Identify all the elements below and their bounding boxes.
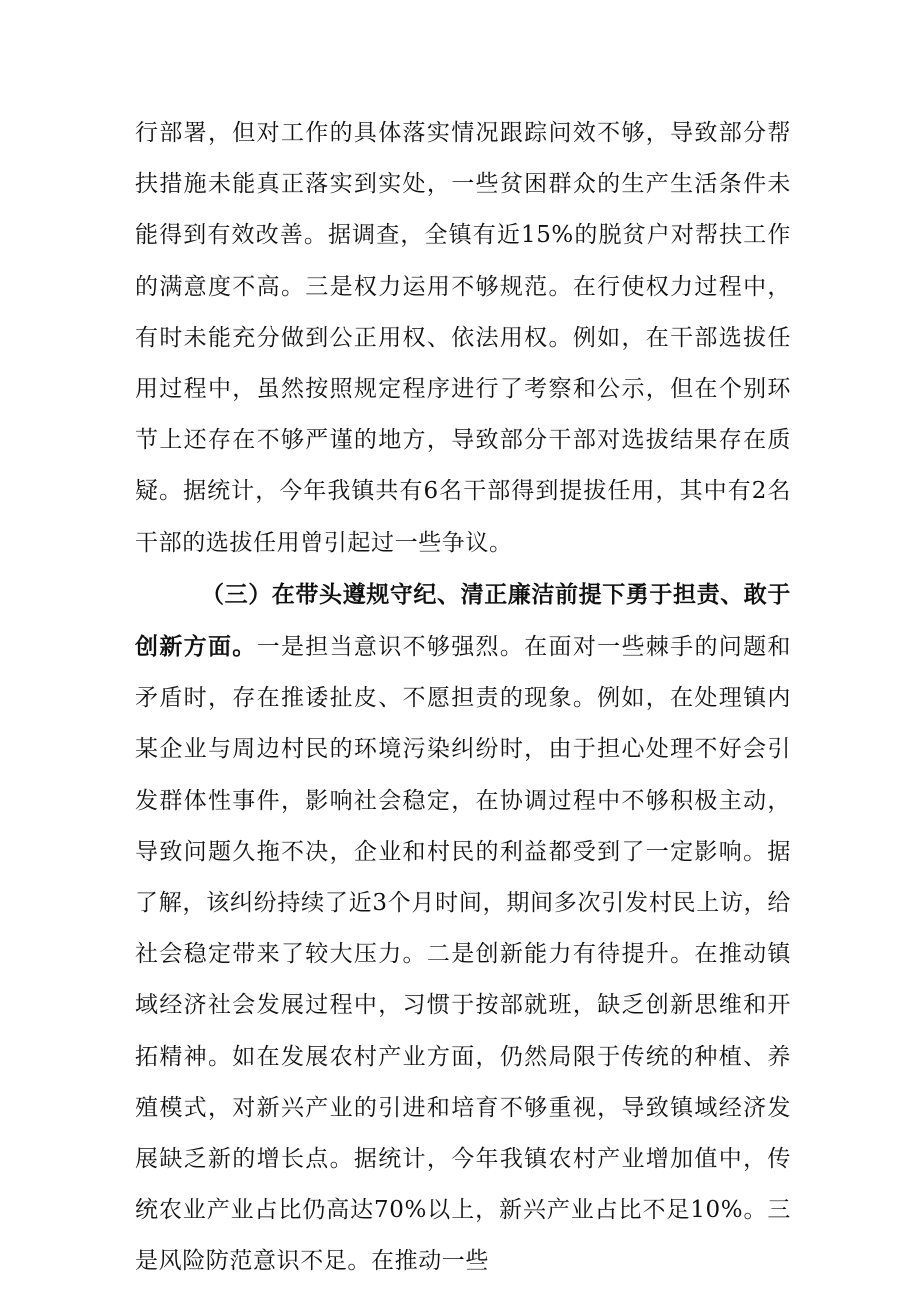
paragraph-text: 一是担当意识不够强烈。在面对一些棘手的问题和矛盾时，存在推诿扯皮、不愿担责的现象。例如，在处理镇内某企业与周边村民的环境污染纠纷时，由于担心处理不好会引发群体性事件，影响社会稳定，在协调过程中不够积极主动，导致问题久拖不决，企业和村民的利益都受到了一定影响。据了解，该纠纷持续了近3个月时间，期间多次引发村民上访，给社会稳定带来了较大压力。二是创新能力有待提升。在推动镇域经济社会发展过程中，习惯于按部就班，缺乏创新思维和开拓精神。如在发展农村产业方面，仍然局限于传统的种植、养殖模式，对新兴产业的引进和培育不够重视，导致镇域经济发展缺乏新的增长点。据统计，今年我镇农村产业增加值中，传统农业产业占比仍高达70%以上，新兴产业占比不足10%。三是风险防范意识不足。在推动一些	[135, 634, 792, 1275]
paragraph-continued	[135, 108, 791, 569]
paragraph-text: 行部署，但对工作的具体落实情况跟踪问效不够，导致部分帮扶措施未能真正落实到实处，一些贫困群众的生产生活条件未能得到有效改善。据调查，全镇有近15%的脱贫户对帮扶工作的满意度不高。三是权力运用不够规范。在行使权力过程中，有时未能充分做到公正用权、依法用权。例如，在干部选拔任用过程中，虽然按照规定程序进行了考察和公示，但在个别环节上还存在不够严谨的地方，导致部分干部对选拔结果存在质疑。据统计，今年我镇共有6名干部得到提拔任用，其中有2名干部的选拔任用曾引起过一些争议。	[135, 120, 791, 556]
section-heading: （三）在带头遵规守纪、清正廉洁前提下勇于担责、敢于创新方面。	[135, 580, 791, 661]
paragraph-section-three	[135, 569, 791, 1288]
document-body	[135, 108, 791, 1288]
